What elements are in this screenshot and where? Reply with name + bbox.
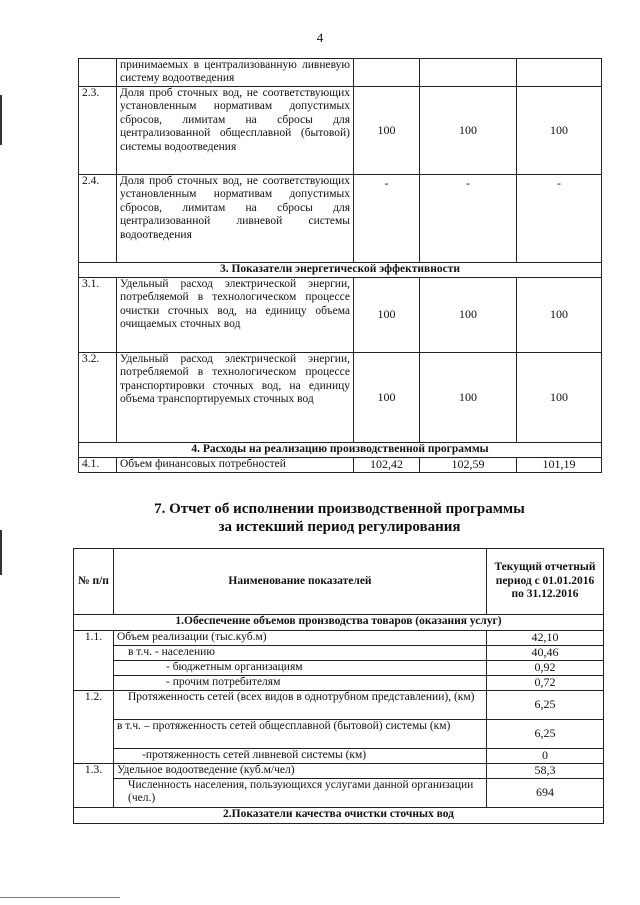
value-cell: 6,25 [487,720,604,749]
indicator-name: - прочим потребителям [114,676,487,691]
indicator-name: Численность населения, пользующихся услугами данной организации (чел.) [114,779,487,808]
indicator-name: Доля проб сточных вод, не соответствующих установленным нормативам допустимых сбросов, лимитам на сбросы для централизованной ливневой системы водоотведения [117,175,354,263]
section-title [78,500,601,536]
table-row [79,458,602,473]
value-cell: 40,46 [487,646,604,661]
table-row [74,646,604,661]
section-row [74,615,604,631]
value-cell: 100 [517,353,602,443]
footnote-separator [0,897,120,898]
page-number: 4 [316,30,324,45]
indicator-name: Удельный расход электрической энергии, потребляемой в технологическом процессе транспортировки сточных вод, на единицу объема транспортируемых сточных вод [117,353,354,443]
indicator-name: Доля проб сточных вод, не соответствующих установленным нормативам допустимых сбросов, лимитам на сбросы для централизованной общесплавной (бытовой) системы водоотведения [117,87,354,175]
table-row [79,353,602,443]
value-cell: 100 [517,278,602,353]
indicator-name: Объем реализации (тыс.куб.м) [114,631,487,646]
value-cell: 58,3 [487,764,604,779]
value-cell: 694 [487,779,604,808]
section-heading: 1.Обеспечение объемов производства товаров (оказания услуг) [74,615,604,631]
table-row [74,691,604,720]
value-cell: 100 [420,87,517,175]
value-cell: 102,42 [354,458,420,473]
value-cell: 100 [517,87,602,175]
row-number: 2.3. [79,87,117,175]
value-cell: 100 [354,353,420,443]
value-cell: 100 [420,278,517,353]
table-row [74,749,604,764]
table-row [74,676,604,691]
section-title-line: 7. Отчет об исполнении производственной программы [154,501,525,517]
table-row [74,779,604,808]
header-period: Текущий отчетный период с 01.01.2016 по 31.12.2016 [487,549,604,615]
table-row [79,59,602,87]
scan-edge-mark [0,95,2,145]
value-cell: 100 [420,353,517,443]
header-number: № п/п [74,549,114,615]
table-row [79,278,602,353]
value-cell: 100 [354,87,420,175]
value-cell: 42,10 [487,631,604,646]
row-number: 1.3. [74,764,114,808]
value-cell: 0,72 [487,676,604,691]
indicator-name: Объем финансовых потребностей [117,458,354,473]
indicator-name: -протяженность сетей ливневой системы (км) [114,749,487,764]
value-cell: 0 [487,749,604,764]
value-cell: 0,92 [487,661,604,676]
report-table [73,548,604,824]
table-row [74,764,604,779]
table-row [74,631,604,646]
value-cell: 102,59 [420,458,517,473]
value-cell: - [517,175,602,263]
scan-edge-mark [0,530,2,575]
indicator-name: принимаемых в централизованную ливневую систему водоотведения [117,59,354,87]
indicator-name: Удельное водоотведение (куб.м/чел) [114,764,487,779]
indicator-name: в т.ч. - населению [114,646,487,661]
section-row [79,263,602,278]
indicators-table [78,58,602,473]
section-heading: 2.Показатели качества очистки сточных вод [74,808,604,824]
section-title-line: за истекший период регулирования [218,519,461,535]
section-row [79,443,602,458]
table-row [74,720,604,749]
value-cell: 101,19 [517,458,602,473]
table-row [79,175,602,263]
indicator-name: в т.ч. – протяженность сетей общесплавной (бытовой) системы (км) [114,720,487,749]
indicator-name: - бюджетным организациям [114,661,487,676]
value-cell: 6,25 [487,691,604,720]
value-cell [420,59,517,87]
value-cell: - [420,175,517,263]
value-cell: 100 [354,278,420,353]
table-row [79,87,602,175]
row-number: 1.1. [74,631,114,691]
header-row [74,549,604,615]
section-row [74,808,604,824]
value-cell [354,59,420,87]
value-cell: - [354,175,420,263]
row-number: 4.1. [79,458,117,473]
row-number: 2.4. [79,175,117,263]
value-cell [517,59,602,87]
header-name: Наименование показателей [114,549,487,615]
row-number [79,59,117,87]
section-heading: 3. Показатели энергетической эффективности [79,263,602,278]
row-number: 3.1. [79,278,117,353]
indicator-name: Удельный расход электрической энергии, потребляемой в технологическом процессе очистки сточных вод, на единицу объема очищаемых сточных вод [117,278,354,353]
row-number: 1.2. [74,691,114,764]
indicator-name: Протяженность сетей (всех видов в однотрубном представлении), (км) [114,691,487,720]
row-number: 3.2. [79,353,117,443]
table-row [74,661,604,676]
section-heading: 4. Расходы на реализацию производственной программы [79,443,602,458]
